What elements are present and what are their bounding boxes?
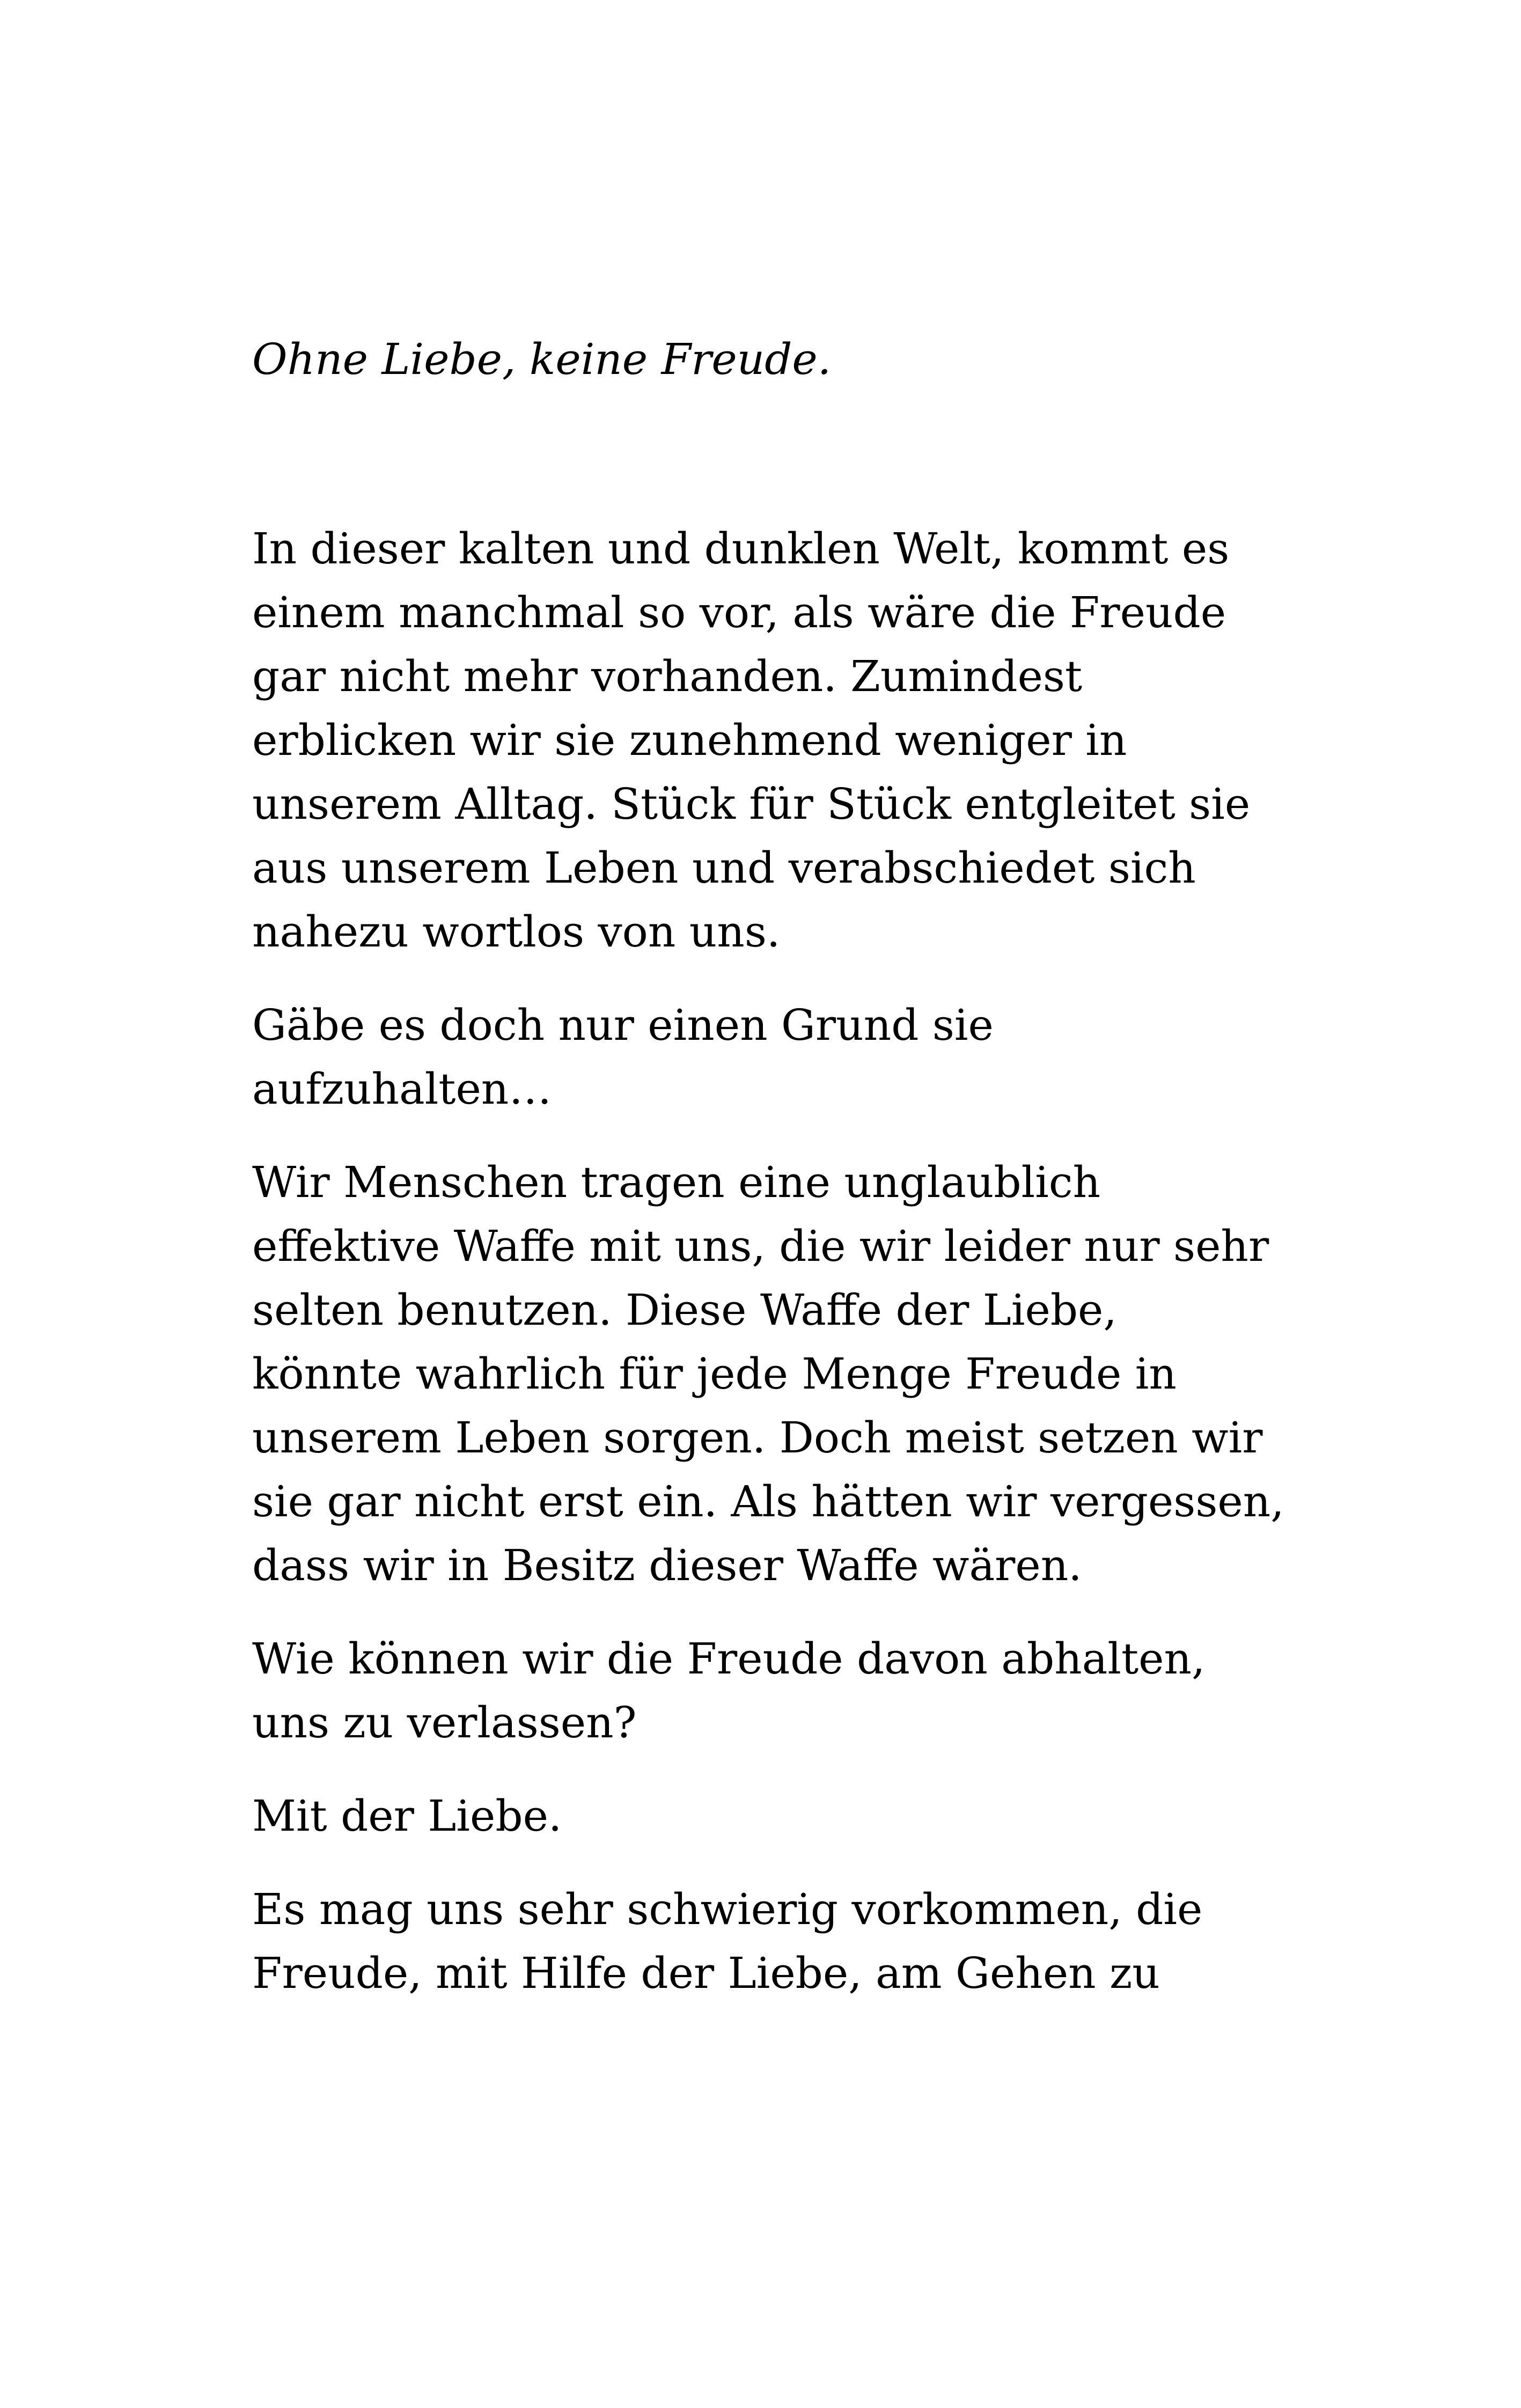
paragraph	[252, 517, 1272, 964]
text-line: unserem Leben sorgen. Doch meist setzen wir	[252, 1413, 1263, 1463]
text-line: Mit der Liebe.	[252, 1791, 562, 1841]
paragraph	[252, 993, 1272, 1121]
text-line: sie gar nicht erst ein. Als hätten wir vergessen,	[252, 1477, 1284, 1526]
paragraph	[252, 1150, 1284, 1597]
text-line: Es mag uns sehr schwierig vorkommen, die	[252, 1884, 1203, 1934]
text-line: einem manchmal so vor, als wäre die Freude	[252, 588, 1226, 637]
paragraph	[252, 1627, 1272, 1754]
paragraph	[252, 1784, 1272, 1848]
text-line: selten benutzen. Diese Waffe der Liebe,	[252, 1285, 1117, 1335]
text-line: aus unserem Leben und verabschiedet sich	[252, 843, 1196, 893]
text-line: uns zu verlassen?	[252, 1698, 637, 1748]
chapter-heading: Ohne Liebe, keine Freude.	[252, 334, 832, 384]
text-line: Gäbe es doch nur einen Grund sie	[252, 1000, 994, 1050]
text-line: In dieser kalten und dunklen Welt, kommt es	[252, 524, 1230, 574]
text-line: erblicken wir sie zunehmend weniger in	[252, 715, 1127, 765]
text-line: Wir Menschen tragen eine unglaublich	[252, 1157, 1101, 1207]
text-line: unserem Alltag. Stück für Stück entgleitet sie	[252, 779, 1251, 829]
text-line: effektive Waffe mit uns, die wir leider nur sehr	[252, 1221, 1269, 1271]
text-line: dass wir in Besitz dieser Waffe wären.	[252, 1540, 1082, 1590]
text-line: nahezu wortlos von uns.	[252, 907, 781, 957]
text-line: gar nicht mehr vorhanden. Zumindest	[252, 651, 1083, 701]
text-line: Freude, mit Hilfe der Liebe, am Gehen zu	[252, 1948, 1160, 1998]
paragraph	[252, 1877, 1272, 2005]
text-line: könnte wahrlich für jede Menge Freude in	[252, 1349, 1177, 1399]
text-column	[252, 327, 1284, 2035]
text-line: aufzuhalten…	[252, 1064, 552, 1114]
text-line: Wie können wir die Freude davon abhalten,	[252, 1634, 1206, 1684]
